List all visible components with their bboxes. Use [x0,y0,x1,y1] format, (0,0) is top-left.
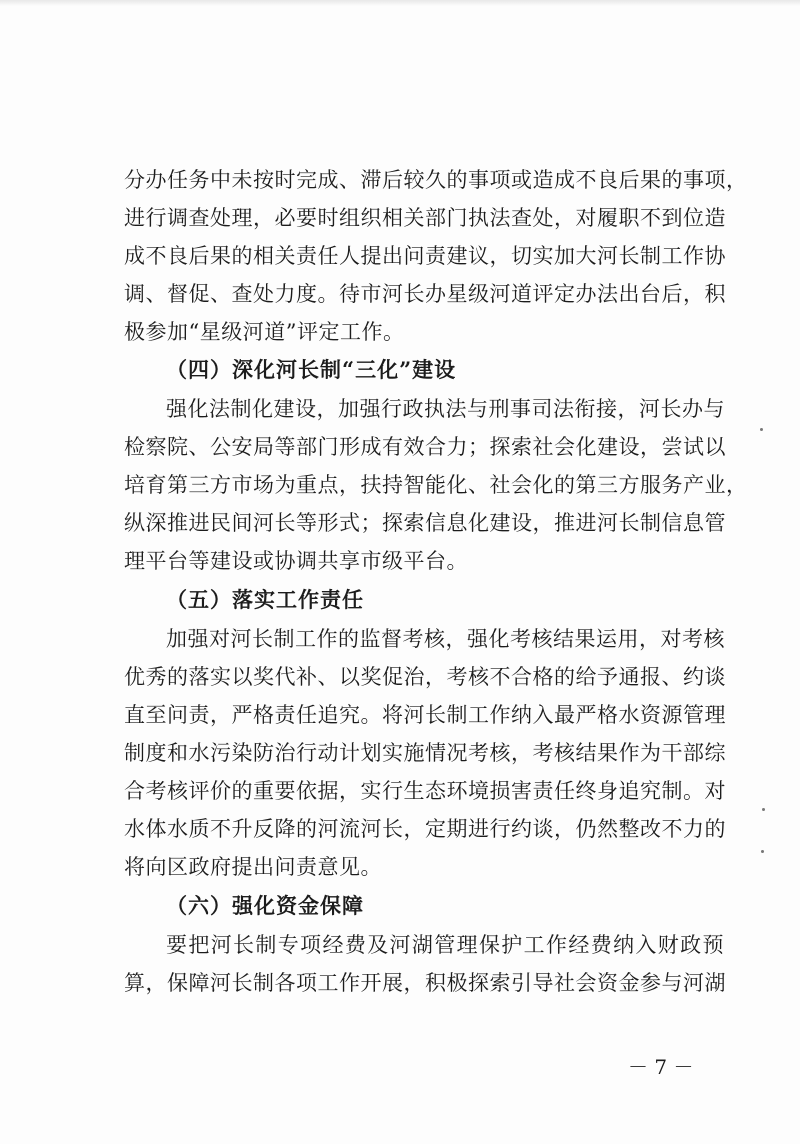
scan-speck [760,428,763,431]
paragraph-line: 将向区政府提出问责意见。 [124,855,382,879]
section-heading-5: （五）落实工作责任 [166,587,364,612]
paragraph-line: 加强对河长制工作的监督考核，强化考核结果运用，对考核 [166,627,725,651]
paragraph-line: 调、督促、查处力度。待市河长办星级河道评定办法出台后，积 [124,282,726,306]
paragraph-line: 水体水质不升反降的河流河长，定期进行约谈，仍然整改不力的 [124,817,726,841]
page-number: － 7 － [628,1055,694,1079]
paragraph-line: 算，保障河长制各项工作开展，积极探索引导社会资金参与河湖 [124,971,726,995]
paragraph-line: 强化法制化建设，加强行政执法与刑事司法衔接，河长办与 [166,397,725,421]
paragraph-line: 要把河长制专项经费及河湖管理保护工作经费纳入财政预 [166,933,724,957]
paragraph-line: 极参加“星级河道”评定工作。 [124,320,405,344]
section-heading-6: （六）强化资金保障 [166,893,364,918]
paragraph-line: 进行调查处理，必要时组织相关部门执法查处，对履职不到位造 [124,206,726,230]
paragraph-line: 直至问责，严格责任追究。将河长制工作纳入最严格水资源管理 [124,703,726,727]
paragraph-line: 成不良后果的相关责任人提出问责建议，切实加大河长制工作协 [124,244,726,268]
paragraph-line: 检察院、公安局等部门形成有效合力；探索社会化建设，尝试以 [124,435,726,459]
paragraph-line: 优秀的落实以奖代补、以奖促治，考核不合格的给予通报、约谈 [124,665,726,689]
paragraph-line: 分办任务中未按时完成、滞后较久的事项或造成不良后果的事项， [124,168,748,192]
scan-edge [0,0,800,6]
paragraph-line: 培育第三方市场为重点，扶持智能化、社会化的第三方服务产业， [124,473,748,497]
section-heading-4: （四）深化河长制“三化”建设 [166,357,457,382]
paragraph-line: 纵深推进民间河长等形式；探索信息化建设，推进河长制信息管 [124,511,726,535]
paragraph-line: 理平台等建设或协调共享市级平台。 [124,549,468,573]
paragraph-line: 合考核评价的重要依据，实行生态环境损害责任终身追究制。对 [124,779,726,803]
scan-speck [762,808,765,811]
paragraph-line: 制度和水污染防治行动计划实施情况考核，考核结果作为干部综 [124,741,726,765]
scan-speck [761,850,764,853]
